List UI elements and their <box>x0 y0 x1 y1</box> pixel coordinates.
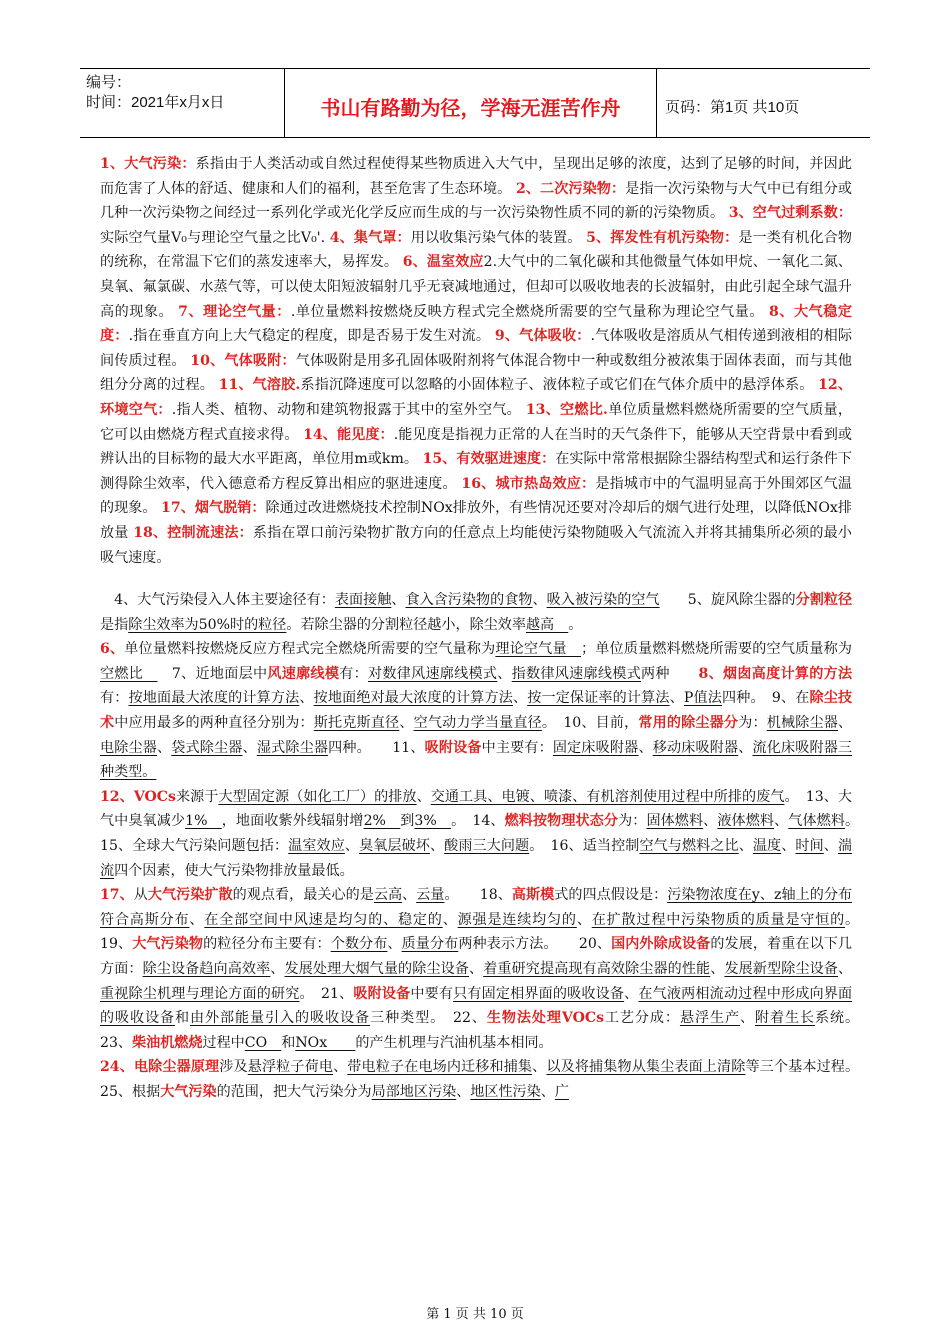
question-text: 为： <box>618 813 647 830</box>
header-page-info: 页码：第1页 共10页 <box>665 98 800 116</box>
question-text: 式的四点假设是： <box>554 887 668 904</box>
answer-blank: 除尘设备趋向高效率 <box>142 961 271 977</box>
answer-blank: 吸入被污染的空气 <box>546 592 660 609</box>
keyword-term: 大气污染 <box>160 1083 217 1100</box>
answer-blank: 气体燃料 <box>788 813 846 830</box>
question-text: 、 <box>189 911 205 928</box>
definition-text: .指在垂直方向上大气稳定的程度，即是否易于发生对流。 <box>128 328 495 345</box>
definition-term: 1、大气污染： <box>100 156 196 172</box>
keyword-term: 6、 <box>100 641 125 658</box>
question-text: 4、大气污染侵入人体主要途径有： <box>100 592 335 609</box>
keyword-term: 国内外除成设备 <box>611 936 711 953</box>
definition-term: 10、气体吸附： <box>190 352 296 369</box>
definition-text: 是指城市中的气温明显高于外围郊区气温的现象。 <box>100 475 853 517</box>
answer-blank: 空燃比 <box>100 665 158 682</box>
question-text: 的粒径分布主要有： <box>203 936 331 953</box>
fill-in-block <box>100 883 881 1055</box>
question-text: 到 <box>400 813 415 830</box>
question-text: 。 21、 <box>299 985 354 1002</box>
definition-term: 4、集气罩： <box>329 229 411 246</box>
keyword-term: 生物法处理VOCs <box>486 1010 605 1027</box>
question-text: 。 13、大气中臭氧减少 <box>100 788 853 830</box>
question-text: 和 <box>281 1034 296 1051</box>
definition-text: 单位质量燃料燃烧所需要的空气质量，它可以由燃烧方程式直接求得。 <box>100 401 852 443</box>
keyword-term: 8、烟囱高度计算的方法 <box>698 665 853 682</box>
question-text: 、 <box>532 1059 547 1076</box>
definition-term: 11、气溶胶. <box>218 377 301 394</box>
question-text: 的发展，着重在以下几方面： <box>100 936 853 977</box>
answer-blank: 机械除尘器 <box>766 715 838 732</box>
definition-term: 8、大气稳定度： <box>100 303 852 345</box>
keyword-term: 柴油机燃烧 <box>132 1034 203 1051</box>
answer-blank: 以及将捕集物从集尘表面上清除 <box>546 1059 746 1076</box>
answer-blank: 发展处理大烟气量的除尘设备 <box>284 961 469 977</box>
answer-blank: 液体燃料 <box>717 813 775 830</box>
question-text: 、 <box>781 838 796 855</box>
question-text: 。 18、 <box>444 887 512 904</box>
question-text: 、 <box>157 739 172 756</box>
definition-term: 15、有效驱进速度： <box>422 451 556 468</box>
question-text: 四种。 11、 <box>328 739 425 756</box>
definition-text: 是一类有机化合物的统称，在常温下它们的蒸发速率大，易挥发。 <box>100 229 852 271</box>
definition-term: 2、二次污染物： <box>515 180 626 197</box>
answer-blank: 云量 <box>416 887 445 904</box>
answer-blank: 对数律风速廓线模式 <box>367 665 498 682</box>
definition-text: 是指一次污染物与大气中已有组分或几种一次污染物之间经过一系列化学或光化学反应而生成的与一次污染物性质不同的新的污染物质。 <box>100 180 853 222</box>
keyword-term: 吸附设备 <box>424 739 482 756</box>
question-text: 单位量燃料按燃烧反应方程式完全燃烧所需要的空气量称为 <box>124 641 496 658</box>
question-text: 的范围，把大气污染分为 <box>216 1083 372 1100</box>
question-text: ；单位质量燃料燃烧所需要的空气质量称为 <box>581 641 853 658</box>
definition-term: 5、挥发性有机污染物： <box>586 229 739 246</box>
keyword-term: 除尘技术 <box>100 690 853 732</box>
definition-text: 实际空气量V₀与理论空气量之比V₀'. <box>100 229 330 246</box>
answer-blank: 斯托克斯直径 <box>313 715 400 732</box>
question-text: 两种 <box>641 665 699 682</box>
question-text: 、 <box>442 911 458 928</box>
definition-text: .能见度是指视力正常的人在当时的天气条件下，能够从天空背景中看到或辨认出的目标物的最大水平距离，单位用m或km。 <box>100 426 852 468</box>
question-text: 的观点看，最关心的是 <box>232 887 374 904</box>
question-text: 为： <box>738 715 767 732</box>
question-text: 、 <box>468 961 484 977</box>
question-text: 、 <box>402 887 417 904</box>
answer-blank: 食入含污染物的食物 <box>405 592 533 609</box>
question-text: 、 <box>540 1083 555 1100</box>
keyword-term: 大气污染物 <box>132 936 204 953</box>
answer-blank: 除尘效率为50%时的粒径 <box>128 616 287 633</box>
answer-blank: 发展新型除尘设备 <box>724 961 838 977</box>
question-text: 工艺分成： <box>604 1010 680 1027</box>
answer-blank: 在全部空间中风速是均匀的、稳定的 <box>204 911 443 928</box>
question-text: 。 15、全球大气污染问题包括： <box>100 813 867 855</box>
answer-blank: 按地面最大浓度的计算方法 <box>128 690 300 707</box>
question-text: 、 <box>456 1083 471 1100</box>
keyword-term: 常用的除尘器分 <box>638 715 739 732</box>
definition-text: 系指沉降速度可以忽略的小固体粒子、液体粒子或它们在气体介质中的悬浮体系。 <box>300 377 819 394</box>
answer-blank: 着重研究提高现有高效除尘器的性能 <box>483 961 711 977</box>
header-left-cell <box>80 69 285 137</box>
answer-blank: 袋式除尘器 <box>171 739 243 756</box>
question-text: 涉及 <box>219 1059 248 1076</box>
question-text: 、 <box>710 961 725 977</box>
question-text: 。 19、 <box>100 911 881 953</box>
definition-term: 17、烟气脱销： <box>161 500 266 517</box>
definition-text: 系指由于人类活动或自然过程使得某些物质进入大气中，呈现出足够的浓度，达到了足够的时间，并因此而危害了人体的舒适、健康和人们的福利，甚至危害了生态环境。 <box>100 156 852 197</box>
question-text: 、 <box>624 985 639 1002</box>
answer-blank: 固定床吸附器 <box>552 739 639 756</box>
answer-blank: 只有固定相界面的吸收设备 <box>453 985 625 1002</box>
definition-text: 气体吸附是用多孔固体吸附剂将气体混合物中一种或数组分被浓集于固体表面，而与其他组分分离的过程。 <box>100 352 852 394</box>
answer-blank: 流化床吸附器三种类型。 <box>100 739 853 781</box>
answer-blank: 污染物浓度在y、z轴上的分布符合高斯分布 <box>100 887 853 928</box>
answer-blank: 指数律风速廓线模式 <box>511 665 642 682</box>
question-text: 中应用最多的两种直径分别为： <box>114 715 314 732</box>
question-text: 7、近地面层中 <box>157 665 268 682</box>
question-text: 、 <box>497 665 512 682</box>
answer-blank: 移动床吸附器 <box>652 739 739 756</box>
answer-blank: 3% <box>414 813 452 830</box>
answer-blank: 按一定保证率的计算法 <box>527 690 670 707</box>
definition-term: 18、控制流速法： <box>133 524 253 541</box>
answer-blank: 电除尘器 <box>100 739 158 756</box>
answer-blank: CO <box>244 1034 282 1051</box>
answer-blank: 局部地区污染 <box>371 1083 457 1100</box>
question-text: 、 <box>399 715 414 732</box>
question-text: 中要有 <box>410 985 454 1002</box>
answer-blank: 交通工具、电镀、喷漆、有机溶剂使用过程中所排的废气 <box>430 788 785 805</box>
question-text: 、 <box>669 690 684 707</box>
keyword-term: 17、 <box>100 887 134 904</box>
answer-blank: 大型固定源（如化工厂）的排放 <box>218 788 417 805</box>
question-text: 等三个基本过程。 25、根据 <box>100 1059 867 1100</box>
question-text: 、 <box>774 813 789 830</box>
header-motto: 书山有路勤为径，学海无涯苦作舟 <box>285 69 657 137</box>
answer-blank: 广 <box>554 1083 569 1100</box>
answer-blank: 带电粒子在电场内迁移和捕集 <box>347 1059 533 1076</box>
question-text: 、 <box>429 838 445 855</box>
definition-term: 9、气体吸收： <box>494 328 591 345</box>
question-text: 、 <box>739 1010 755 1027</box>
question-text: 系统。 23、 <box>100 1010 867 1051</box>
definition-term: 3、空气过剩系数： <box>728 205 852 222</box>
answer-blank: 固体燃料 <box>646 813 704 830</box>
keyword-term: 24、电除尘器原理 <box>100 1059 220 1076</box>
keyword-term: 高斯模 <box>511 887 555 904</box>
question-text: 来源于 <box>175 788 219 805</box>
question-text: 、 <box>576 911 592 928</box>
answer-blank: 臭氧层破坏 <box>359 838 430 855</box>
definition-text: .气体吸收是溶质从气相传递到液相的相际间传质过程。 <box>100 328 852 369</box>
page-header <box>80 68 870 138</box>
keyword-term: 大气污染扩散 <box>147 887 233 904</box>
question-text: 中主要有： <box>481 739 553 756</box>
keyword-term: 12、VOCs <box>100 788 176 805</box>
question-text: 有： <box>339 665 368 682</box>
question-text: 。 16、适当控制 <box>529 838 640 855</box>
answer-blank: 越高 <box>525 616 569 633</box>
definition-text: 2.大气中的二氧化碳和其他微量气体如甲烷、一氧化二氮、臭氧、氟氯碳、水蒸气等，可以使太阳短波辐射几乎无衰减地通过，但却可以吸收地表的长波辐射，由此引起全球气温升高的现象。 <box>100 254 852 320</box>
question-text: 和 <box>175 1010 191 1027</box>
answer-blank: 地区性污染 <box>470 1083 541 1100</box>
definition-term: 7、理论空气量： <box>178 303 291 320</box>
answer-blank: 重视除尘机理与理论方面的研究 <box>100 985 300 1002</box>
question-text: 、 <box>270 961 285 977</box>
answer-blank: 附着生长 <box>754 1010 815 1027</box>
answer-blank: 湍流 <box>100 838 853 879</box>
question-text: 、 <box>837 961 853 977</box>
answer-blank: 温室效应 <box>288 838 345 855</box>
keyword-term: 燃料按物理状态分 <box>504 813 619 830</box>
question-text: 、 <box>333 1059 348 1076</box>
question-text: 、 <box>738 838 753 855</box>
fill-in-paragraph <box>100 588 881 1104</box>
question-text: 、 <box>387 936 402 953</box>
answer-blank: 在气液两相流动过程中形成向界面的吸收设备 <box>100 985 853 1027</box>
question-text: 、 <box>299 690 314 707</box>
question-text: 、 <box>532 592 547 609</box>
definitions-paragraph <box>100 152 852 570</box>
question-text: 、 <box>344 838 360 855</box>
keyword-term: 吸附设备 <box>353 985 411 1002</box>
fill-in-block <box>100 1055 867 1104</box>
question-text: 、 <box>703 813 718 830</box>
question-text: 、 <box>738 739 753 756</box>
definition-term: 12、环境空气： <box>100 377 852 418</box>
question-text: 。 <box>568 616 583 633</box>
definition-term: 13、空燃比. <box>525 401 608 418</box>
definition-term: 14、能见度： <box>303 426 394 443</box>
question-text: 的产生机理与汽油机基本相同。 <box>355 1034 553 1051</box>
definition-text: 用以收集污染气体的装置。 <box>410 229 587 246</box>
answer-blank: 时间 <box>795 838 824 855</box>
question-text: 5、旋风除尘器的 <box>659 592 796 609</box>
question-text: 、 <box>242 739 257 756</box>
definition-term: 16、城市热岛效应： <box>461 475 596 492</box>
question-text: ，地面收紫外线辐射增 <box>221 813 364 830</box>
definition-text: 除通过改进燃烧技术控制NOx排放外，有些情况还要对冷却后的烟气进行处理，以降低NOx排放量 <box>100 500 852 541</box>
question-text: 。 10、目前， <box>541 715 639 732</box>
document-number: 编号： <box>86 74 132 91</box>
answer-blank: 理论空气量 <box>495 641 581 658</box>
answer-blank: 云高 <box>373 887 403 904</box>
fill-in-block <box>100 785 867 883</box>
question-text: 、 <box>416 788 431 805</box>
definition-term: 6、温室效应 <box>402 254 484 271</box>
definition-text: .指人类、植物、动物和建筑物报露于其中的室外空气。 <box>171 401 526 418</box>
question-text: 、 <box>638 739 653 756</box>
answer-blank: 由外部能量引入的吸收设备 <box>190 1010 371 1027</box>
answer-blank: 按地面绝对最大浓度的计算方法 <box>313 690 513 707</box>
answer-blank: 悬浮粒子荷电 <box>247 1059 334 1076</box>
answer-blank: 在扩散过程中污染物质的质量是守恒的 <box>591 911 846 928</box>
question-text: 。 14、 <box>451 813 505 830</box>
fill-in-block <box>100 588 852 637</box>
document-body <box>100 152 881 1105</box>
answer-blank: 个数分布 <box>330 936 388 953</box>
question-text: 两种表示方法。 20、 <box>458 936 612 953</box>
question-text: 。若除尘器的分割粒径越小，除尘效率 <box>286 616 526 633</box>
answer-blank: P值法 <box>683 690 722 707</box>
question-text: 三种类型。 22、 <box>370 1010 487 1027</box>
answer-blank: 源强是连续均匀的 <box>457 911 577 928</box>
question-text: 、 <box>837 715 853 732</box>
answer-blank: 1% <box>185 813 222 830</box>
answer-blank: 悬浮生产 <box>679 1010 740 1027</box>
answer-blank: 2% <box>363 813 401 830</box>
question-text: 、 <box>823 838 838 855</box>
question-text: 、 <box>391 592 406 609</box>
answer-blank: 质量分布 <box>401 936 459 953</box>
answer-blank: 空气动力学当量直径 <box>413 715 542 732</box>
definition-text: 系指在罩口前污染物扩散方向的任意点上均能使污染物随吸入气流流入并将其捕集所必须的最小吸气速度。 <box>100 524 852 566</box>
answer-blank: 温度 <box>752 838 782 855</box>
question-text: 四个因素，使大气污染物排放量最低。 <box>114 862 354 879</box>
question-text: 是指 <box>100 616 129 633</box>
page-footer: 第 1 页 共 10 页 <box>426 1307 524 1322</box>
document-time: 时间：2021年x月x日 <box>86 94 225 111</box>
definition-text: .单位量燃料按燃烧反映方程式完全燃烧所需要的空气量称为理论空气量。 <box>290 303 770 320</box>
fill-in-block <box>100 637 852 785</box>
question-text: 过程中 <box>202 1034 245 1051</box>
definition-text: 在实际中常常根据除尘器结构型式和运行条件下测得除尘效率，代入德意希方程反算出相应的驱进速度。 <box>100 451 852 492</box>
keyword-term: 风速廓线模 <box>267 665 340 682</box>
question-text: 、 <box>512 690 528 707</box>
answer-blank: 湿式除尘器 <box>256 739 329 756</box>
answer-blank: 表面接触 <box>334 592 392 609</box>
keyword-term: 分割粒径 <box>795 592 853 609</box>
answer-blank: 酸雨三大问题 <box>444 838 530 855</box>
question-text: 从 <box>133 887 148 904</box>
answer-blank: NOx <box>295 1034 356 1051</box>
question-text: 有： <box>100 690 129 707</box>
answer-blank: 空气与燃料之比 <box>639 838 739 855</box>
question-text: 四种。 9、在 <box>721 690 810 707</box>
